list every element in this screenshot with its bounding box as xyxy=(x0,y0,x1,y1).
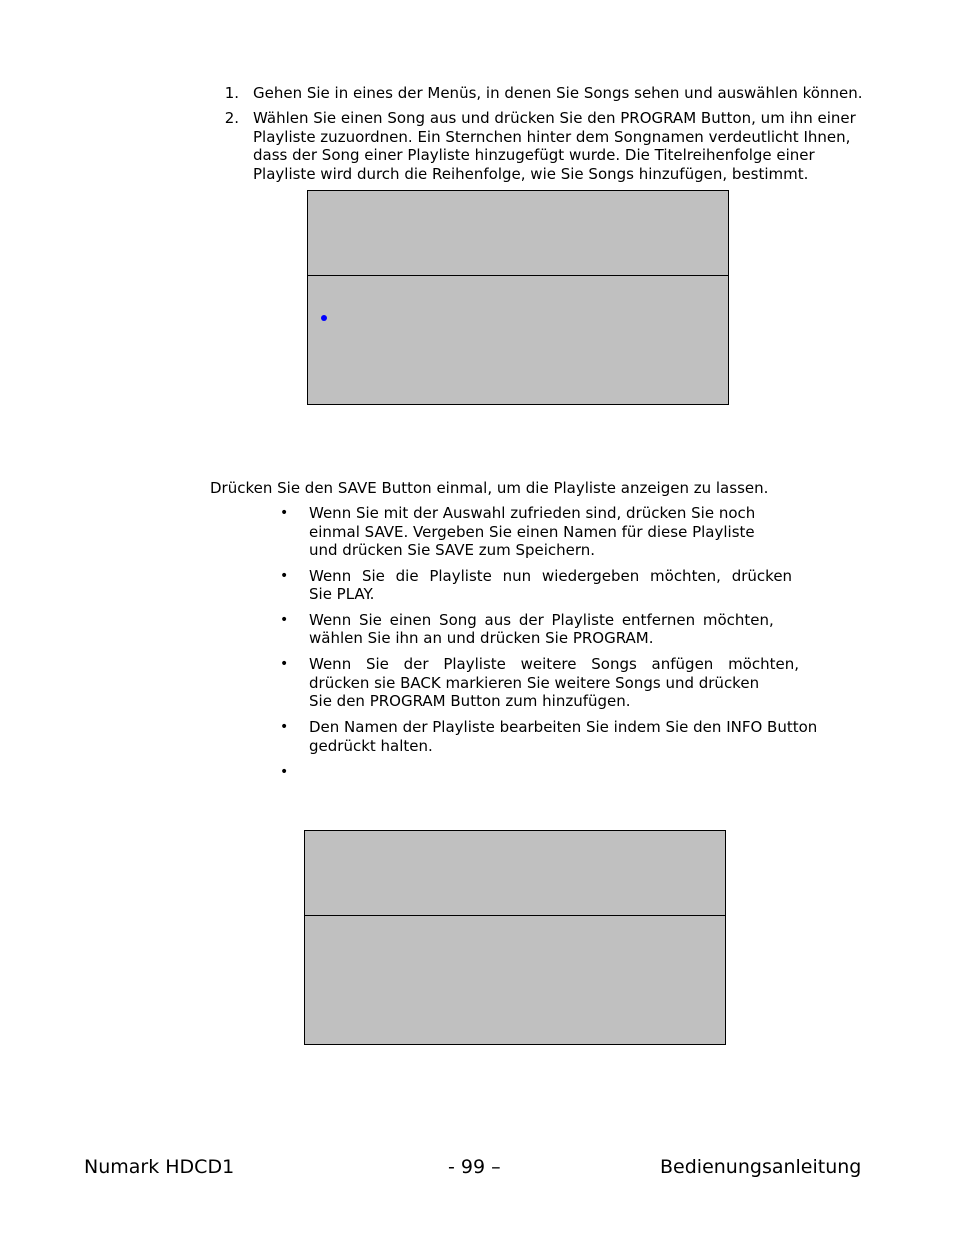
bullet-5-line-1: Den Namen der Playliste bearbeiten Sie indem Sie den INFO Button xyxy=(309,718,818,736)
cursor-dot-icon xyxy=(321,315,327,321)
bullet-4-line-1: Wenn Sie der Playliste weitere Songs anfügen möchten, xyxy=(309,655,799,673)
footer-document-title: Bedienungsanleitung xyxy=(660,1156,862,1178)
list-item-2-line-4: Playliste wird durch die Reihenfolge, wie Sie Songs hinzufügen, bestimmt. xyxy=(253,165,809,183)
bullet-icon: • xyxy=(280,719,289,735)
lcd-divider-2 xyxy=(305,915,725,916)
bullet-2-line-1 xyxy=(309,567,793,586)
bullet-3-line-2: wählen Sie ihn an und drücken Sie PROGRAM. xyxy=(309,629,654,647)
bullet-1-line-3: und drücken Sie SAVE zum Speichern. xyxy=(309,541,596,559)
lcd-screen-illustration-1 xyxy=(307,190,729,405)
footer-page-number: - 99 – xyxy=(448,1156,501,1178)
bullet-2-line-2: Sie PLAY. xyxy=(309,585,375,603)
list-number-1: 1. xyxy=(224,84,239,102)
bullet-1-line-2: einmal SAVE. Vergeben Sie einen Namen für diese Playliste xyxy=(309,523,755,541)
bullet-icon: • xyxy=(280,505,289,521)
list-item-2-line-3: dass der Song einer Playliste hinzugefügt wurde. Die Titelreihenfolge einer xyxy=(253,146,815,164)
list-item-1-line-1: Gehen Sie in eines der Menüs, in denen Sie Songs sehen und auswählen können. xyxy=(253,84,863,102)
save-paragraph: Drücken Sie den SAVE Button einmal, um die Playliste anzeigen zu lassen. xyxy=(210,479,769,497)
list-item-2-line-1: Wählen Sie einen Song aus und drücken Sie den PROGRAM Button, um ihn einer xyxy=(253,109,856,127)
footer-product-name: Numark HDCD1 xyxy=(84,1156,235,1178)
bullet-2-line-1-text: Wenn Sie die Playliste nun wiedergeben möchten, drücken xyxy=(309,567,793,585)
list-item-2-line-2: Playliste zuzuordnen. Ein Sternchen hinter dem Songnamen verdeutlicht Ihnen, xyxy=(253,128,851,146)
bullet-icon: • xyxy=(280,764,289,780)
lcd-divider-1 xyxy=(308,275,728,276)
bullet-icon: • xyxy=(280,656,289,672)
bullet-icon: • xyxy=(280,568,289,584)
bullet-4-line-3: Sie den PROGRAM Button zum hinzufügen. xyxy=(309,692,631,710)
bullet-3-line-1: Wenn Sie einen Song aus der Playliste entfernen möchten, xyxy=(309,611,774,629)
lcd-screen-illustration-2 xyxy=(304,830,726,1045)
bullet-icon: • xyxy=(280,612,289,628)
list-number-2: 2. xyxy=(224,109,239,127)
bullet-4-line-2: drücken sie BACK markieren Sie weitere Songs und drücken xyxy=(309,674,760,692)
bullet-5-line-2: gedrückt halten. xyxy=(309,737,433,755)
bullet-1-line-1: Wenn Sie mit der Auswahl zufrieden sind, drücken Sie noch xyxy=(309,504,756,522)
